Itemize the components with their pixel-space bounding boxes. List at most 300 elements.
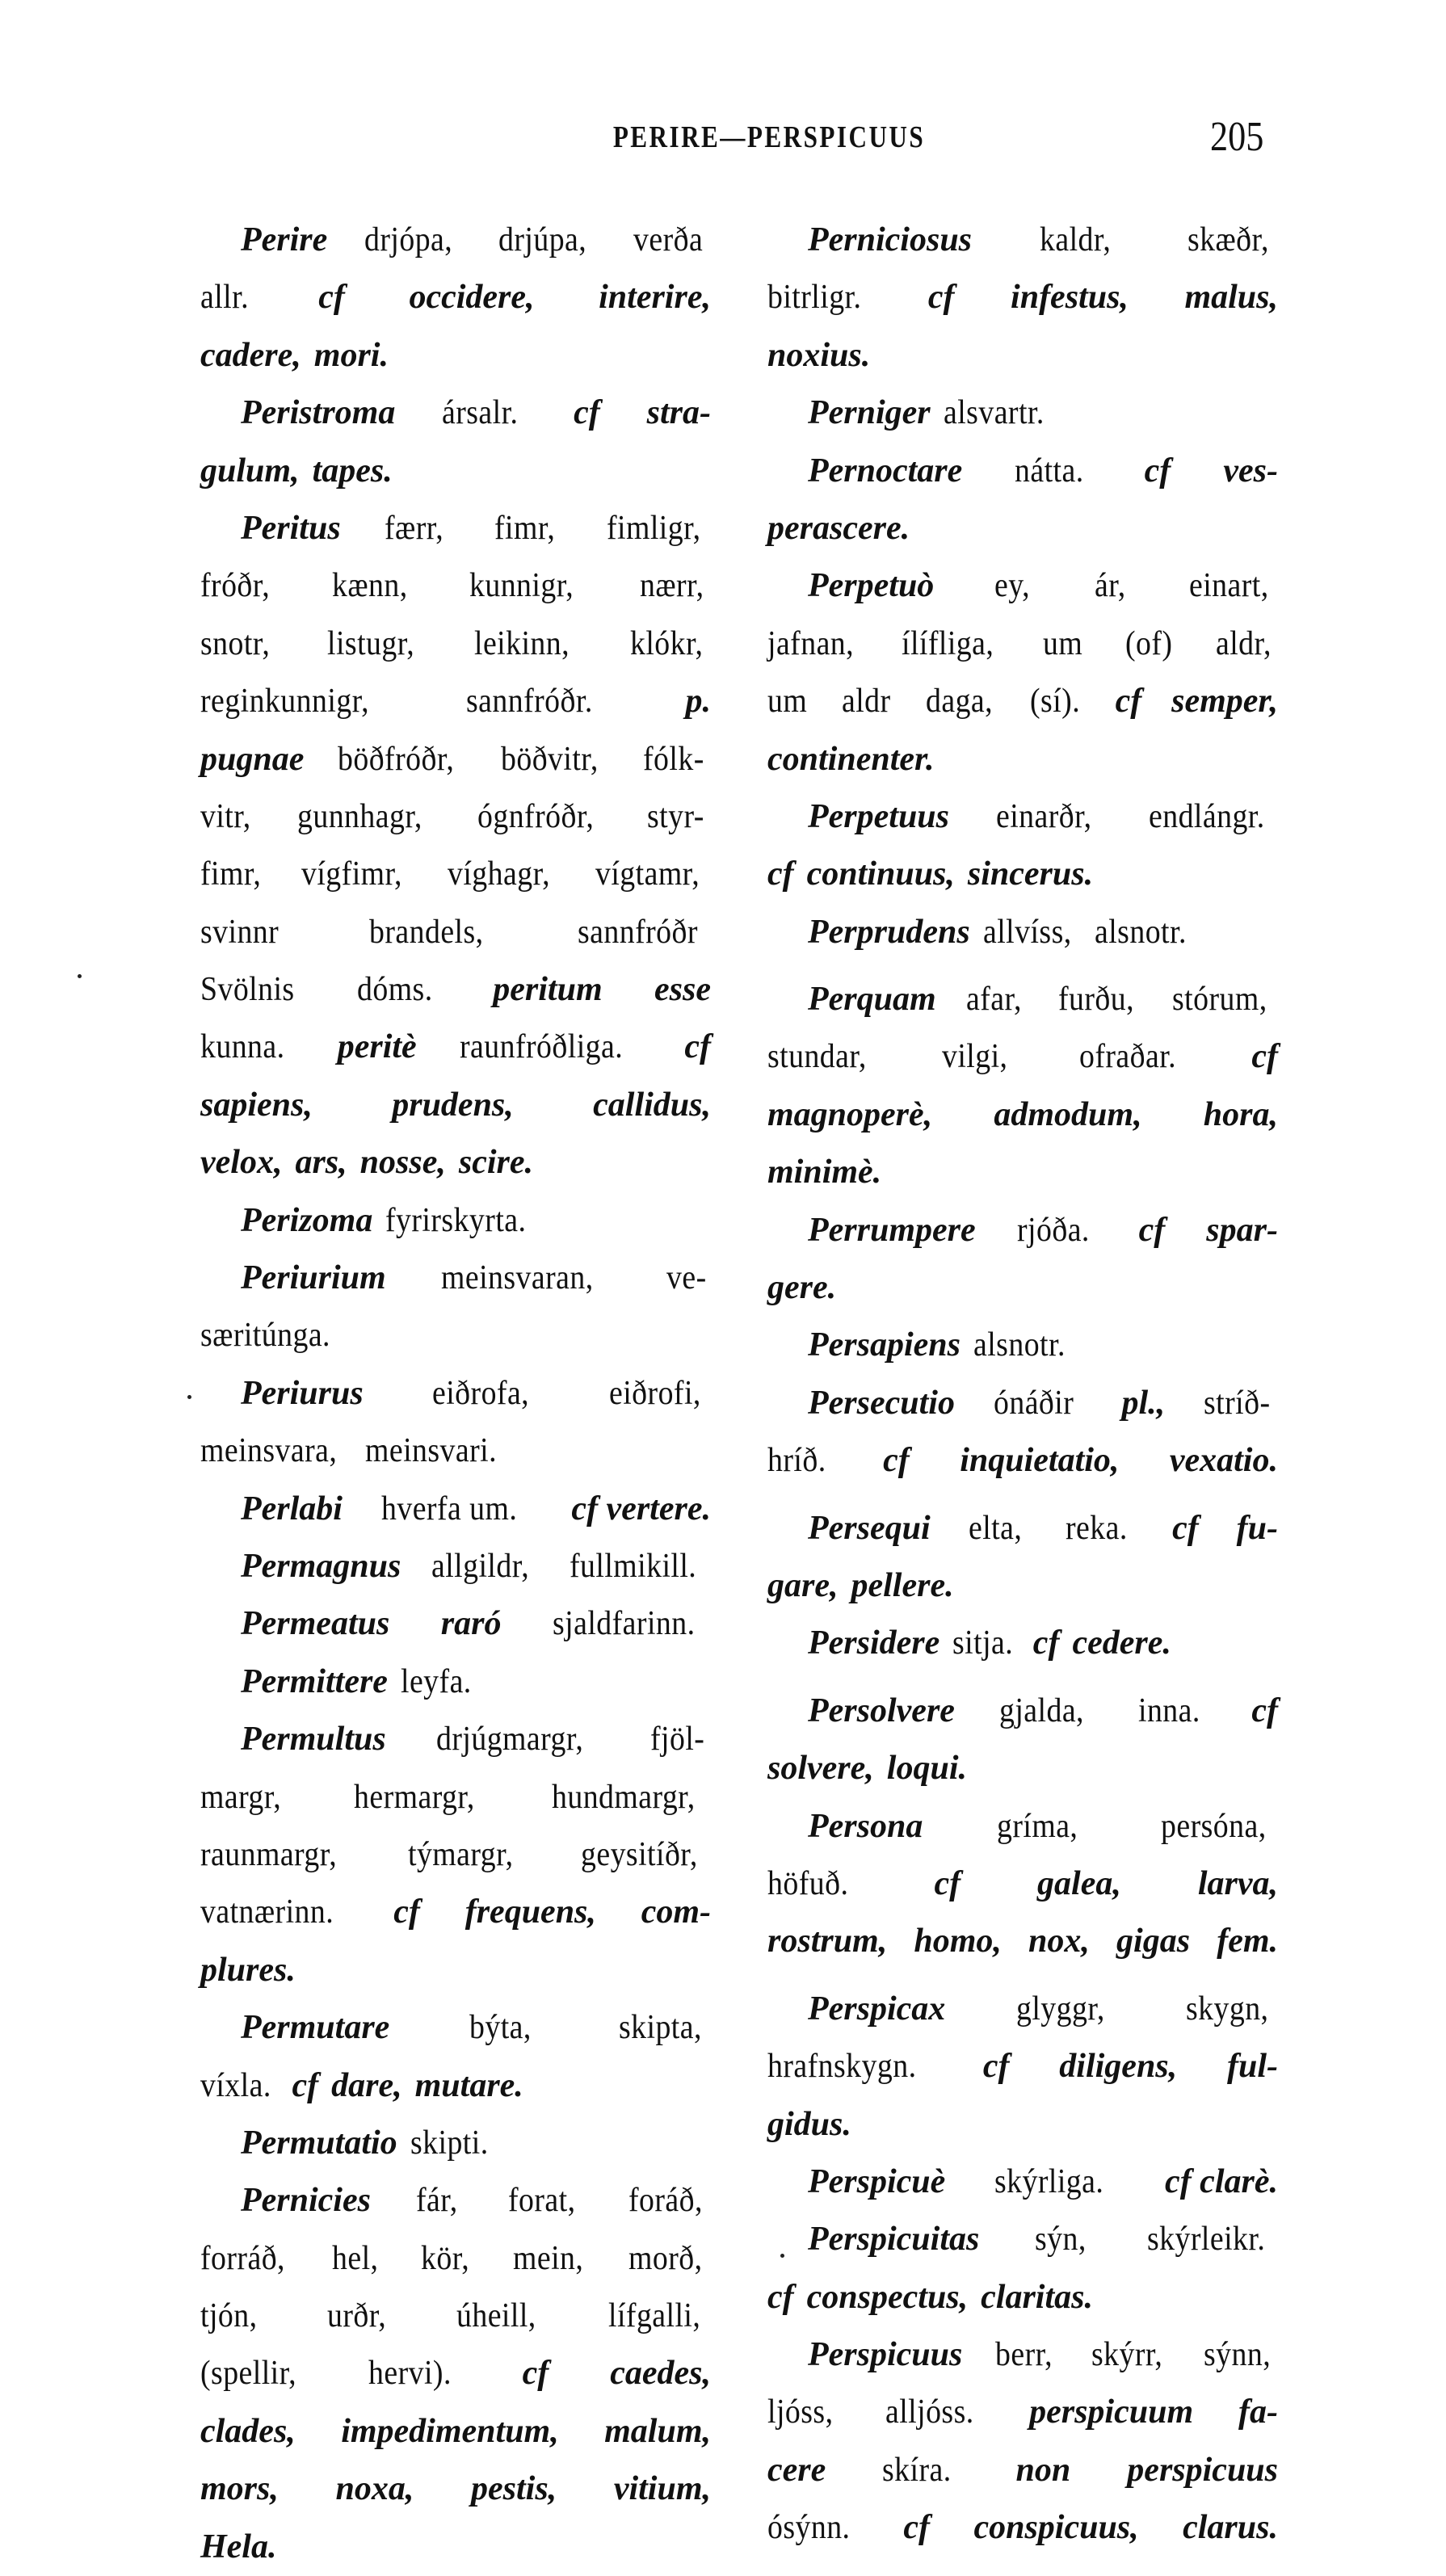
text-line xyxy=(767,1981,1278,2038)
latin-term: cedere. xyxy=(1072,1624,1171,1662)
latin-term: malus, xyxy=(1184,279,1278,317)
icelandic-gloss: vígtamr, xyxy=(595,855,700,893)
icelandic-gloss: kunna. xyxy=(200,1028,285,1066)
icelandic-gloss: særitúnga. xyxy=(200,1317,330,1355)
latin-term: Perspicuus xyxy=(808,2336,963,2374)
text-line xyxy=(767,269,1278,326)
text-line xyxy=(767,1798,1278,1855)
icelandic-gloss: meinsvari. xyxy=(365,1432,498,1470)
icelandic-gloss: hermargr, xyxy=(353,1778,475,1816)
latin-term: cf xyxy=(982,2048,1010,2086)
text-line xyxy=(200,269,711,326)
icelandic-gloss: alsvartr. xyxy=(943,394,1045,432)
latin-term: cf xyxy=(1144,452,1171,490)
latin-term: Perquam xyxy=(808,981,936,1019)
text-line xyxy=(767,788,1278,846)
latin-term: Permagnus xyxy=(241,1547,401,1585)
text-line xyxy=(200,2115,711,2172)
icelandic-gloss: tjón, xyxy=(200,2297,258,2335)
latin-term: cf xyxy=(1138,1211,1166,1249)
latin-term: Perpetuò xyxy=(808,567,935,605)
icelandic-gloss: gunnhagr, xyxy=(297,797,422,835)
icelandic-gloss: víxla. xyxy=(200,2066,271,2104)
icelandic-gloss: fjöl- xyxy=(650,1721,705,1759)
latin-term: prudens, xyxy=(392,1086,514,1124)
latin-term: cf xyxy=(522,2355,549,2393)
icelandic-gloss: eiðrofa, xyxy=(431,1374,529,1412)
text-line xyxy=(767,2384,1278,2441)
icelandic-gloss: færr, xyxy=(385,509,444,547)
latin-term: cf xyxy=(767,2278,794,2316)
icelandic-gloss: foráð, xyxy=(628,2182,703,2220)
latin-term: tapes. xyxy=(312,452,393,490)
text-line xyxy=(767,500,1278,557)
icelandic-gloss: eiðrofi, xyxy=(608,1374,701,1412)
latin-term: peritum xyxy=(493,971,603,1009)
latin-term: vexatio. xyxy=(1169,1442,1278,1480)
icelandic-gloss: höfuð. xyxy=(767,1864,849,1902)
text-line xyxy=(767,1615,1278,1672)
text-line xyxy=(767,904,1278,961)
running-head: PERIRE—PERSPICUUS xyxy=(612,120,926,154)
latin-term: raró xyxy=(440,1605,502,1643)
text-line xyxy=(200,327,711,385)
latin-term: Perspicuitas xyxy=(808,2221,980,2259)
latin-term: ars, xyxy=(295,1144,347,1182)
icelandic-gloss: aldr, xyxy=(1216,624,1272,662)
text-line xyxy=(200,1250,711,1307)
icelandic-gloss: endlángr. xyxy=(1149,797,1266,835)
page-number: 205 xyxy=(1210,114,1264,160)
latin-term: cf xyxy=(883,1442,910,1480)
icelandic-gloss: raunmargr, xyxy=(200,1835,338,1873)
latin-term: Perspicax xyxy=(808,1990,946,2028)
latin-term: Perizoma xyxy=(241,1201,373,1239)
latin-term: spar- xyxy=(1206,1211,1278,1249)
latin-term: cf xyxy=(574,394,600,432)
text-line xyxy=(200,1595,711,1653)
latin-term: plures. xyxy=(200,1951,296,1989)
latin-term: ful- xyxy=(1227,2048,1278,2086)
icelandic-gloss: úheill, xyxy=(456,2297,536,2335)
text-line xyxy=(200,1019,711,1076)
latin-term: callidus, xyxy=(593,1086,711,1124)
latin-term: conspicuus, xyxy=(973,2509,1139,2547)
latin-term: perascere. xyxy=(767,509,910,547)
latin-term: Permittere xyxy=(241,1662,388,1700)
icelandic-gloss: verða xyxy=(633,221,704,258)
icelandic-gloss: vígfimr, xyxy=(301,855,403,893)
text-line xyxy=(767,1740,1278,1797)
latin-term: Persequi xyxy=(808,1509,931,1547)
icelandic-gloss: geysitíðr, xyxy=(581,1835,698,1873)
text-line xyxy=(767,616,1278,673)
latin-term: nox, xyxy=(1028,1923,1090,1960)
latin-term: gere. xyxy=(767,1269,837,1307)
latin-term: perspicuus xyxy=(1127,2451,1278,2489)
stray-mark xyxy=(78,974,82,978)
icelandic-gloss: ílífliga, xyxy=(902,624,994,662)
icelandic-gloss: sýn, xyxy=(1034,2221,1087,2259)
text-line xyxy=(200,2288,711,2345)
text-line xyxy=(767,1500,1278,1557)
icelandic-gloss: allvíss, xyxy=(982,913,1072,951)
icelandic-gloss: skæðr, xyxy=(1187,221,1269,258)
latin-term: fem. xyxy=(1217,1923,1278,1960)
latin-term: solvere, xyxy=(767,1750,874,1788)
icelandic-gloss: hel, xyxy=(332,2239,379,2277)
icelandic-gloss: hundmargr, xyxy=(551,1778,696,1816)
text-line xyxy=(767,1557,1278,1615)
latin-term: Periurus xyxy=(241,1374,364,1412)
text-line xyxy=(767,2499,1278,2557)
text-line xyxy=(200,1077,711,1134)
latin-term: noxa, xyxy=(335,2470,414,2508)
latin-term: cf xyxy=(767,855,794,893)
latin-term: Peristroma xyxy=(241,394,396,432)
latin-term: pellere. xyxy=(851,1566,954,1604)
icelandic-gloss: skýrr, xyxy=(1091,2336,1163,2374)
latin-term: sincerus. xyxy=(967,855,1094,893)
latin-term: Perpetuus xyxy=(808,797,950,835)
latin-term: mori. xyxy=(313,336,389,374)
stray-mark xyxy=(780,2254,784,2258)
latin-term: cf xyxy=(1172,1509,1199,1547)
latin-term: cf clarè. xyxy=(1165,2162,1278,2200)
text-line xyxy=(200,2172,711,2229)
latin-term: claritas. xyxy=(981,2278,1093,2316)
latin-term: conspectus, xyxy=(806,2278,969,2316)
icelandic-gloss: gríma, xyxy=(996,1807,1078,1845)
icelandic-gloss: elta, xyxy=(968,1509,1022,1547)
icelandic-gloss: (spellir, xyxy=(200,2355,297,2393)
latin-term: occidere, xyxy=(409,279,535,317)
icelandic-gloss: fróðr, xyxy=(200,567,271,605)
text-line xyxy=(767,731,1278,788)
latin-term: esse xyxy=(654,971,711,1009)
latin-term: sapiens, xyxy=(200,1086,313,1124)
text-line xyxy=(200,731,711,788)
text-line xyxy=(200,1307,711,1364)
icelandic-gloss: klókr, xyxy=(629,624,703,662)
icelandic-gloss: skíra. xyxy=(882,2451,952,2489)
text-line xyxy=(767,2038,1278,2095)
icelandic-gloss: alsnotr. xyxy=(1094,913,1187,951)
latin-term: cf xyxy=(292,2066,319,2104)
latin-term: infestus, xyxy=(1011,279,1129,317)
latin-term: semper, xyxy=(1171,683,1278,721)
latin-term: impedimentum, xyxy=(341,2412,559,2450)
icelandic-gloss: skýrliga. xyxy=(994,2162,1104,2200)
latin-term: Permutatio xyxy=(241,2124,397,2162)
text-line xyxy=(200,1134,711,1191)
icelandic-gloss: um xyxy=(1042,624,1083,662)
latin-term: admodum, xyxy=(994,1095,1142,1133)
latin-term: clarus. xyxy=(1183,2509,1278,2547)
latin-term: gulum, xyxy=(200,452,300,490)
latin-term: homo, xyxy=(914,1923,1002,1960)
icelandic-gloss: dóms. xyxy=(356,971,433,1009)
icelandic-gloss: daga, xyxy=(925,683,993,721)
icelandic-gloss: ónáðir xyxy=(994,1384,1074,1422)
text-line xyxy=(200,2230,711,2288)
text-line xyxy=(200,616,711,673)
text-line xyxy=(200,2403,711,2460)
icelandic-gloss: nátta. xyxy=(1015,452,1085,490)
icelandic-gloss: einarðr, xyxy=(995,797,1092,835)
icelandic-gloss: inna. xyxy=(1137,1691,1200,1729)
text-line xyxy=(767,1855,1278,1913)
latin-term: cf vertere. xyxy=(571,1490,711,1528)
text-line xyxy=(767,1317,1278,1374)
text-line xyxy=(200,2519,711,2576)
latin-term: cf xyxy=(903,2509,930,2547)
text-line xyxy=(200,961,711,1019)
text-line xyxy=(200,1481,711,1538)
latin-term: Pernicies xyxy=(241,2182,371,2220)
icelandic-gloss: drjúgmargr, xyxy=(436,1721,584,1759)
latin-term: gidus. xyxy=(767,2105,851,2143)
icelandic-gloss: skipta, xyxy=(618,2009,702,2047)
icelandic-gloss: vitr, xyxy=(200,797,251,835)
text-line xyxy=(200,1884,711,1941)
icelandic-gloss: meinsvaran, xyxy=(441,1259,595,1297)
icelandic-gloss: vilgi, xyxy=(942,1038,1008,1076)
text-line xyxy=(767,1028,1278,1086)
latin-term: Pernoctare xyxy=(808,452,963,490)
icelandic-gloss: ve- xyxy=(666,1259,707,1297)
icelandic-gloss: einart, xyxy=(1189,567,1270,605)
icelandic-gloss: kör, xyxy=(421,2239,470,2277)
stray-mark xyxy=(187,1395,191,1399)
text-line xyxy=(200,500,711,557)
icelandic-gloss: stríð- xyxy=(1204,1384,1271,1422)
icelandic-gloss: bitrligr. xyxy=(767,279,862,317)
latin-term: stra- xyxy=(646,394,711,432)
icelandic-gloss: ofraðar. xyxy=(1079,1038,1177,1076)
icelandic-gloss: um xyxy=(767,683,808,721)
latin-term: Persolvere xyxy=(808,1691,955,1729)
latin-term: Perlabi xyxy=(241,1490,343,1528)
icelandic-gloss: aldr xyxy=(841,683,891,721)
latin-term: fu- xyxy=(1236,1509,1278,1547)
icelandic-gloss: ljóss, xyxy=(767,2393,834,2431)
icelandic-gloss: mein, xyxy=(512,2239,584,2277)
text-line xyxy=(767,1375,1278,1432)
text-line xyxy=(200,904,711,961)
latin-term: cf xyxy=(934,1864,961,1902)
icelandic-gloss: vatnærinn. xyxy=(200,1893,334,1931)
text-line xyxy=(767,2442,1278,2499)
icelandic-gloss: ársalr. xyxy=(442,394,519,432)
latin-term: frequens, xyxy=(464,1893,596,1931)
icelandic-gloss: ógnfróðr, xyxy=(477,797,594,835)
icelandic-gloss: brandels, xyxy=(368,913,484,951)
icelandic-gloss: reginkunnigr, xyxy=(200,683,370,721)
latin-term: pugnae xyxy=(200,740,305,778)
latin-term: Permutare xyxy=(241,2009,390,2047)
text-line xyxy=(767,673,1278,730)
text-line xyxy=(767,212,1278,269)
latin-term: Perire xyxy=(241,221,328,258)
icelandic-gloss: fullmikill. xyxy=(570,1547,697,1585)
latin-term: Persona xyxy=(808,1807,923,1845)
latin-term: cf xyxy=(684,1028,711,1066)
icelandic-gloss: ósýnn. xyxy=(767,2509,851,2547)
icelandic-gloss: sjaldfarinn. xyxy=(552,1605,696,1643)
icelandic-gloss: (sí). xyxy=(1029,683,1080,721)
latin-term: Peritus xyxy=(241,509,341,547)
text-line xyxy=(200,788,711,846)
icelandic-gloss: hrafnskygn. xyxy=(767,2048,917,2086)
text-line xyxy=(200,1365,711,1422)
icelandic-gloss: drjópa, xyxy=(364,221,452,258)
text-line xyxy=(767,1259,1278,1317)
text-line xyxy=(200,2460,711,2518)
latin-term: gare, xyxy=(767,1566,839,1604)
latin-term: pestis, xyxy=(471,2470,557,2508)
latin-term: galea, xyxy=(1037,1864,1121,1902)
latin-term: interire, xyxy=(599,279,711,317)
latin-term: cf xyxy=(1251,1691,1278,1729)
icelandic-gloss: Svölnis xyxy=(200,971,295,1009)
latin-term: nosse, xyxy=(359,1144,446,1182)
latin-term: fa- xyxy=(1238,2393,1278,2431)
text-line xyxy=(200,1826,711,1884)
icelandic-gloss: forat, xyxy=(507,2182,576,2220)
text-line xyxy=(200,1942,711,1999)
latin-term: Permultus xyxy=(241,1721,386,1759)
latin-term: gigas xyxy=(1116,1923,1191,1960)
icelandic-gloss: stundar, xyxy=(767,1038,867,1076)
latin-term: scire. xyxy=(458,1144,534,1182)
latin-term: cere xyxy=(767,2451,826,2489)
icelandic-gloss: afar, xyxy=(965,981,1022,1019)
latin-term: Periurium xyxy=(241,1259,386,1297)
latin-term: Perniger xyxy=(808,394,931,432)
icelandic-gloss: hríð. xyxy=(767,1442,826,1480)
latin-term: cf xyxy=(927,279,955,317)
icelandic-gloss: gjalda, xyxy=(999,1691,1085,1729)
icelandic-gloss: raunfróðliga. xyxy=(460,1028,624,1066)
icelandic-gloss: fólk- xyxy=(642,740,704,778)
latin-term: mutare. xyxy=(414,2066,523,2104)
text-line xyxy=(767,385,1278,442)
latin-term: magnoperè, xyxy=(767,1095,933,1133)
latin-term: Perprudens xyxy=(808,913,970,951)
latin-term: Perrumpere xyxy=(808,1211,976,1249)
icelandic-gloss: fyrirskyrta. xyxy=(385,1201,527,1239)
latin-term: Hela. xyxy=(200,2528,277,2565)
icelandic-gloss: stórum, xyxy=(1172,981,1267,1019)
icelandic-gloss: víghagr, xyxy=(447,855,550,893)
icelandic-gloss: rjóða. xyxy=(1016,1211,1090,1249)
text-line xyxy=(200,212,711,269)
icelandic-gloss: forráð, xyxy=(200,2239,285,2277)
latin-term: dare, xyxy=(331,2066,402,2104)
icelandic-gloss: svinnr xyxy=(200,913,280,951)
latin-term: ves- xyxy=(1223,452,1278,490)
icelandic-gloss: margr, xyxy=(200,1778,282,1816)
latin-term: vitium, xyxy=(613,2470,711,2508)
icelandic-gloss: kunnigr, xyxy=(469,567,574,605)
icelandic-gloss: alsnotr. xyxy=(973,1326,1066,1364)
icelandic-gloss: morð, xyxy=(628,2239,703,2277)
icelandic-gloss: týmargr, xyxy=(408,1835,514,1873)
icelandic-gloss: hervi). xyxy=(368,2355,452,2393)
latin-term: Permeatus xyxy=(241,1605,390,1643)
text-line xyxy=(200,1711,711,1768)
icelandic-gloss: leikinn, xyxy=(473,624,570,662)
icelandic-gloss: persóna, xyxy=(1160,1807,1267,1845)
icelandic-gloss: sannfróðr xyxy=(577,913,698,951)
text-line xyxy=(200,385,711,442)
icelandic-gloss: böðvitr, xyxy=(500,740,599,778)
latin-term: cf xyxy=(1115,683,1142,721)
icelandic-gloss: furðu, xyxy=(1057,981,1134,1019)
latin-term: mors, xyxy=(200,2470,279,2508)
icelandic-gloss: reka. xyxy=(1066,1509,1128,1547)
text-line xyxy=(767,1683,1278,1740)
icelandic-gloss: kænn, xyxy=(331,567,408,605)
text-line xyxy=(200,846,711,903)
latin-term: p. xyxy=(685,683,711,721)
text-line xyxy=(200,1654,711,1711)
latin-term: cf xyxy=(318,279,345,317)
text-line xyxy=(767,557,1278,615)
latin-term: Persapiens xyxy=(808,1326,960,1364)
latin-term: pl., xyxy=(1121,1384,1166,1422)
latin-term: diligens, xyxy=(1059,2048,1178,2086)
icelandic-gloss: nærr, xyxy=(639,567,704,605)
icelandic-gloss: alljóss. xyxy=(885,2393,975,2431)
text-line xyxy=(200,443,711,500)
icelandic-gloss: skipti. xyxy=(410,2124,489,2162)
text-line xyxy=(767,2269,1278,2326)
latin-term: caedes, xyxy=(610,2355,711,2393)
icelandic-gloss: fár, xyxy=(416,2182,458,2220)
icelandic-gloss: meinsvara, xyxy=(200,1432,338,1470)
latin-term: malum, xyxy=(604,2412,711,2450)
latin-term: hora, xyxy=(1203,1095,1278,1133)
icelandic-gloss: drjúpa, xyxy=(498,221,587,258)
icelandic-gloss: fimr, xyxy=(494,509,556,547)
icelandic-gloss: skygn, xyxy=(1186,1990,1269,2028)
icelandic-gloss: sannfróðr. xyxy=(466,683,594,721)
latin-term: continuus, xyxy=(806,855,955,893)
icelandic-gloss: ár, xyxy=(1094,567,1126,605)
latin-term: perspicuum xyxy=(1029,2393,1194,2431)
column-right xyxy=(767,212,1278,2557)
latin-term: Perspicuè xyxy=(808,2162,946,2200)
text-line xyxy=(767,1432,1278,1490)
latin-term: cf xyxy=(393,1893,420,1931)
text-line xyxy=(200,2057,711,2115)
icelandic-gloss: berr, xyxy=(994,2336,1053,2374)
latin-term: inquietatio, xyxy=(960,1442,1120,1480)
text-line xyxy=(200,2345,711,2402)
latin-term: minimè. xyxy=(767,1154,882,1191)
latin-term: cf xyxy=(1251,1038,1278,1076)
latin-term: com- xyxy=(641,1893,711,1931)
text-line xyxy=(767,2096,1278,2154)
text-line xyxy=(767,443,1278,500)
text-line xyxy=(767,2211,1278,2268)
text-line xyxy=(767,327,1278,385)
icelandic-gloss: hverfa um. xyxy=(381,1490,518,1528)
latin-term: continenter. xyxy=(767,740,935,778)
latin-term: noxius. xyxy=(767,336,871,374)
